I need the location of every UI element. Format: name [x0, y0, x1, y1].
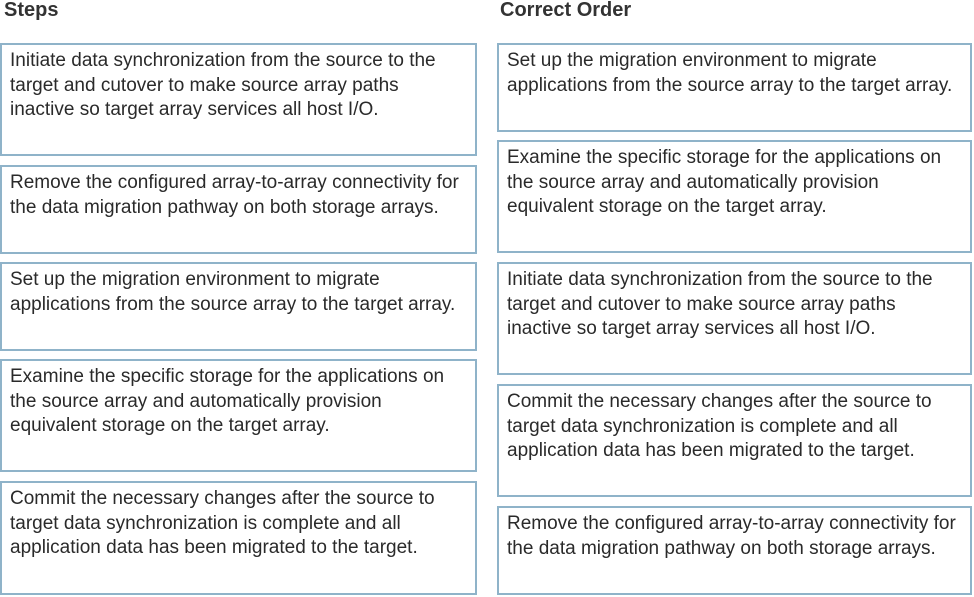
step-card-examine-storage[interactable]	[0, 359, 477, 472]
order-slot-1[interactable]	[497, 43, 972, 132]
step-card-remove-connectivity[interactable]	[0, 165, 477, 254]
order-card-text: Examine the specific storage for the applications on the source array and automatically provision equivalent storage on the target array.	[507, 147, 942, 217]
step-card-text: Set up the migration environment to migrate applications from the source array to the target array.	[10, 269, 456, 315]
step-card-commit-changes[interactable]	[0, 481, 477, 595]
step-card-setup-environment[interactable]	[0, 262, 477, 351]
order-slot-4[interactable]	[497, 384, 972, 497]
order-slot-5[interactable]	[497, 506, 972, 595]
step-card-text: Commit the necessary changes after the source to target data synchronization is complete and all application data has been migrated to the target.	[10, 488, 435, 558]
order-card-text: Remove the configured array-to-array connectivity for the data migration pathway on both storage arrays.	[507, 513, 956, 559]
order-slot-3[interactable]	[497, 262, 972, 375]
order-card-text: Initiate data synchronization from the source to the target and cutover to make source array paths inactive so target array services all host I/O.	[507, 269, 933, 339]
step-card-initiate-sync[interactable]	[0, 43, 477, 156]
step-card-text: Initiate data synchronization from the source to the target and cutover to make source array paths inactive so target array services all host I/O.	[10, 50, 436, 120]
step-card-text: Examine the specific storage for the applications on the source array and automatically provision equivalent storage on the target array.	[10, 366, 445, 436]
order-slot-2[interactable]	[497, 140, 972, 253]
steps-column-heading: Steps	[4, 0, 59, 21]
order-card-text: Set up the migration environment to migrate applications from the source array to the target array.	[507, 50, 953, 96]
correct-order-column-heading: Correct Order	[500, 0, 632, 21]
order-card-text: Commit the necessary changes after the source to target data synchronization is complete and all application data has been migrated to the target.	[507, 391, 932, 461]
step-card-text: Remove the configured array-to-array connectivity for the data migration pathway on both storage arrays.	[10, 172, 459, 218]
